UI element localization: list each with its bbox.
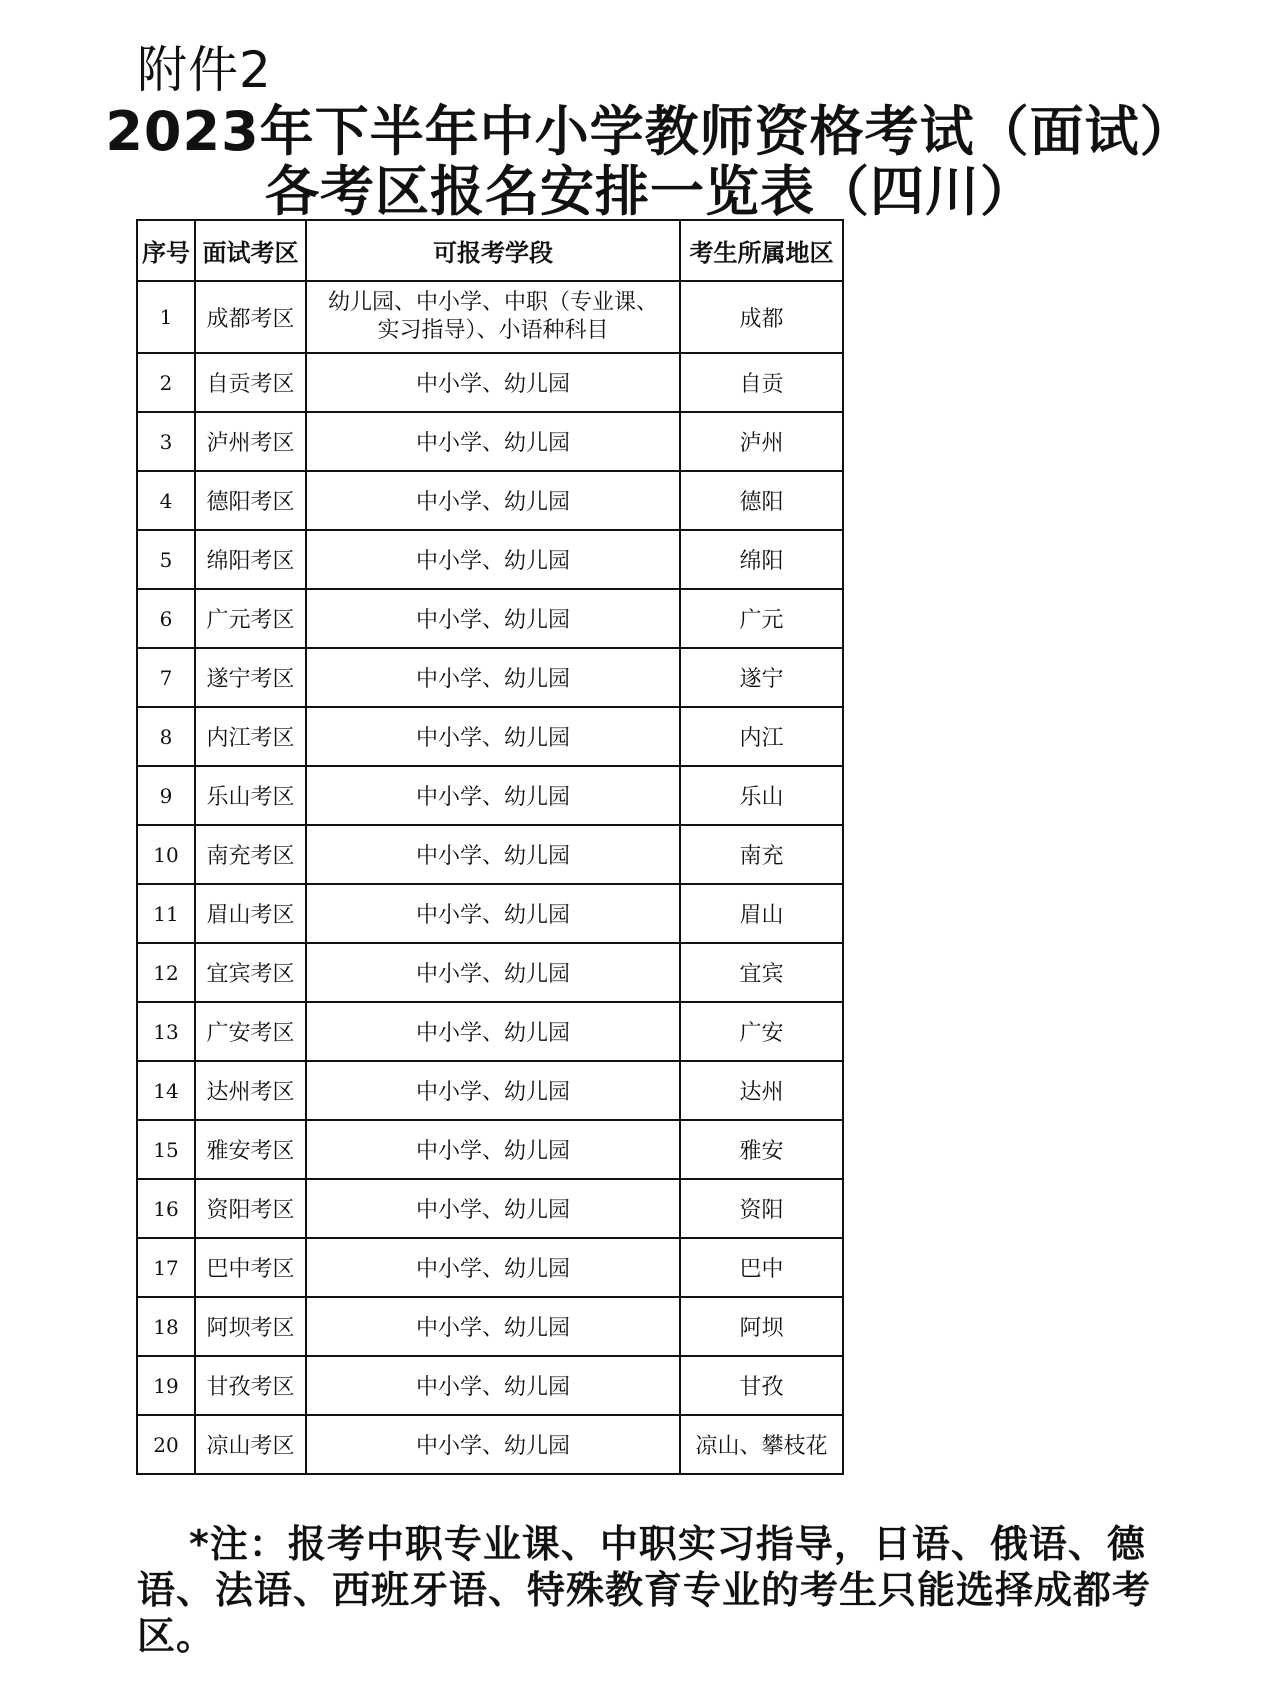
row-region: 巴中	[680, 1238, 843, 1297]
row-stage: 中小学、幼儿园	[306, 1238, 680, 1297]
table-row	[137, 943, 843, 1002]
row-stage: 中小学、幼儿园	[306, 1120, 680, 1179]
row-stage: 中小学、幼儿园	[306, 1179, 680, 1238]
row-seq: 4	[137, 471, 195, 530]
row-seq: 3	[137, 412, 195, 471]
row-exam-area: 乐山考区	[195, 766, 306, 825]
row-region: 成都	[680, 281, 843, 353]
row-region: 资阳	[680, 1179, 843, 1238]
row-exam-area: 凉山考区	[195, 1415, 306, 1474]
row-stage: 中小学、幼儿园	[306, 589, 680, 648]
row-exam-area: 宜宾考区	[195, 943, 306, 1002]
row-region: 甘孜	[680, 1356, 843, 1415]
row-seq: 13	[137, 1002, 195, 1061]
row-stage: 中小学、幼儿园	[306, 766, 680, 825]
row-exam-area: 自贡考区	[195, 353, 306, 412]
page-title-line-1: 2023年下半年中小学教师资格考试（面试）	[105, 100, 1195, 163]
row-seq: 8	[137, 707, 195, 766]
row-region: 乐山	[680, 766, 843, 825]
row-region: 凉山、攀枝花	[680, 1415, 843, 1474]
header-region: 考生所属地区	[680, 220, 843, 281]
table-row	[137, 1356, 843, 1415]
row-region: 阿坝	[680, 1297, 843, 1356]
table-row	[137, 281, 843, 353]
registration-schedule-table	[136, 219, 844, 1475]
row-region: 泸州	[680, 412, 843, 471]
row-region: 广元	[680, 589, 843, 648]
row-exam-area: 资阳考区	[195, 1179, 306, 1238]
row-stage: 中小学、幼儿园	[306, 471, 680, 530]
table-row	[137, 766, 843, 825]
header-stage: 可报考学段	[306, 220, 680, 281]
row-stage: 中小学、幼儿园	[306, 1415, 680, 1474]
row-exam-area: 广安考区	[195, 1002, 306, 1061]
row-seq: 11	[137, 884, 195, 943]
row-exam-area: 甘孜考区	[195, 1356, 306, 1415]
table-row	[137, 1002, 843, 1061]
table-row	[137, 1415, 843, 1474]
row-exam-area: 雅安考区	[195, 1120, 306, 1179]
row-seq: 1	[137, 281, 195, 353]
row-region: 内江	[680, 707, 843, 766]
row-region: 遂宁	[680, 648, 843, 707]
row-exam-area: 成都考区	[195, 281, 306, 353]
row-seq: 6	[137, 589, 195, 648]
row-stage: 中小学、幼儿园	[306, 530, 680, 589]
table-row	[137, 471, 843, 530]
table-row	[137, 1179, 843, 1238]
table-row	[137, 530, 843, 589]
row-stage: 中小学、幼儿园	[306, 648, 680, 707]
table-row	[137, 412, 843, 471]
row-region: 自贡	[680, 353, 843, 412]
header-seq: 序号	[137, 220, 195, 281]
row-stage: 中小学、幼儿园	[306, 1002, 680, 1061]
header-exam-area: 面试考区	[195, 220, 306, 281]
row-exam-area: 阿坝考区	[195, 1297, 306, 1356]
row-seq: 12	[137, 943, 195, 1002]
table-row	[137, 1061, 843, 1120]
table-row	[137, 825, 843, 884]
table-row	[137, 589, 843, 648]
row-stage: 中小学、幼儿园	[306, 353, 680, 412]
row-seq: 9	[137, 766, 195, 825]
row-region: 德阳	[680, 471, 843, 530]
row-stage: 中小学、幼儿园	[306, 825, 680, 884]
row-stage: 中小学、幼儿园	[306, 412, 680, 471]
row-exam-area: 广元考区	[195, 589, 306, 648]
row-stage: 中小学、幼儿园	[306, 1061, 680, 1120]
row-exam-area: 眉山考区	[195, 884, 306, 943]
row-stage: 幼儿园、中小学、中职（专业课、实习指导）、小语种科目	[306, 281, 680, 353]
row-exam-area: 达州考区	[195, 1061, 306, 1120]
row-stage: 中小学、幼儿园	[306, 943, 680, 1002]
row-seq: 19	[137, 1356, 195, 1415]
table-row	[137, 884, 843, 943]
row-region: 眉山	[680, 884, 843, 943]
table-row	[137, 1120, 843, 1179]
footnote: *注：报考中职专业课、中职实习指导，日语、俄语、德语、法语、西班牙语、特殊教育专业的考生只能选择成都考区。	[137, 1522, 1152, 1658]
row-exam-area: 内江考区	[195, 707, 306, 766]
table-row	[137, 707, 843, 766]
row-seq: 7	[137, 648, 195, 707]
row-region: 广安	[680, 1002, 843, 1061]
row-region: 宜宾	[680, 943, 843, 1002]
row-seq: 17	[137, 1238, 195, 1297]
row-exam-area: 南充考区	[195, 825, 306, 884]
page-title-line-2: 各考区报名安排一览表（四川）	[265, 160, 1035, 223]
row-region: 绵阳	[680, 530, 843, 589]
row-stage: 中小学、幼儿园	[306, 1297, 680, 1356]
attachment-label: 附件2	[137, 41, 272, 99]
row-seq: 14	[137, 1061, 195, 1120]
row-exam-area: 绵阳考区	[195, 530, 306, 589]
row-seq: 20	[137, 1415, 195, 1474]
row-exam-area: 巴中考区	[195, 1238, 306, 1297]
row-stage: 中小学、幼儿园	[306, 1356, 680, 1415]
table-row	[137, 353, 843, 412]
row-region: 达州	[680, 1061, 843, 1120]
table-header-row	[137, 220, 843, 281]
table-row	[137, 648, 843, 707]
row-stage: 中小学、幼儿园	[306, 884, 680, 943]
row-seq: 18	[137, 1297, 195, 1356]
row-seq: 5	[137, 530, 195, 589]
row-exam-area: 德阳考区	[195, 471, 306, 530]
row-seq: 16	[137, 1179, 195, 1238]
table-row	[137, 1238, 843, 1297]
row-region: 雅安	[680, 1120, 843, 1179]
table-row	[137, 1297, 843, 1356]
row-exam-area: 泸州考区	[195, 412, 306, 471]
row-seq: 15	[137, 1120, 195, 1179]
row-stage: 中小学、幼儿园	[306, 707, 680, 766]
row-exam-area: 遂宁考区	[195, 648, 306, 707]
row-seq: 10	[137, 825, 195, 884]
row-region: 南充	[680, 825, 843, 884]
row-seq: 2	[137, 353, 195, 412]
